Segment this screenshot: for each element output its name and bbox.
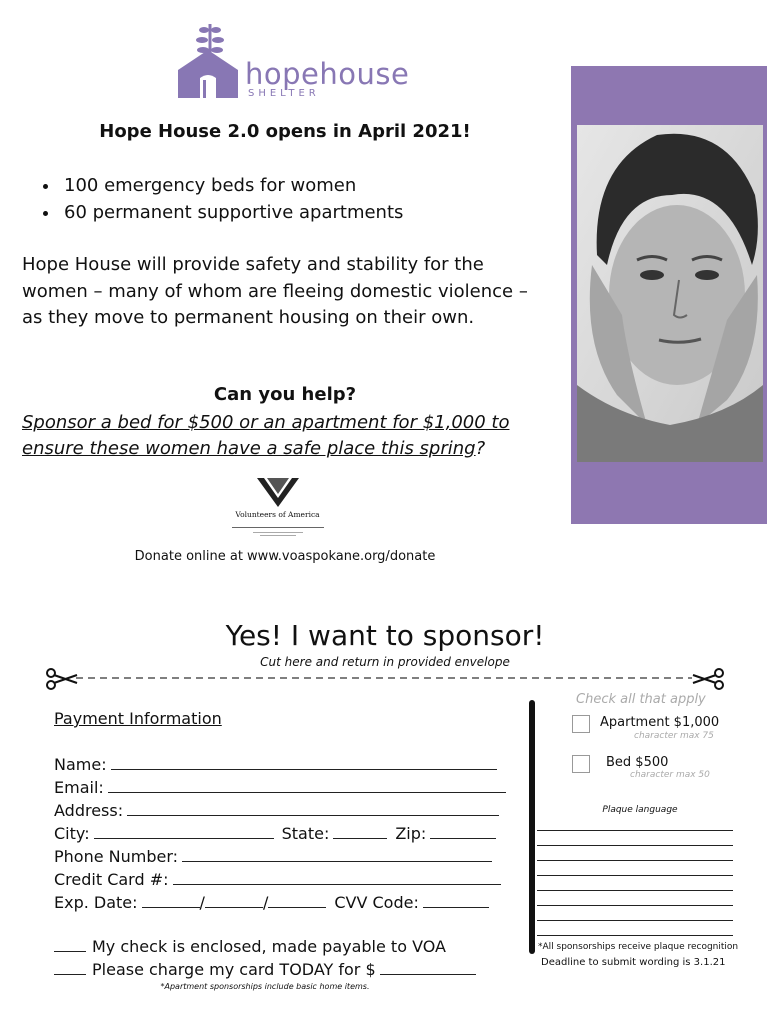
name-blank[interactable] <box>111 755 497 770</box>
bullet-list <box>20 172 580 226</box>
plaque-line[interactable] <box>537 830 733 831</box>
city-blank[interactable] <box>94 824 274 839</box>
name-field[interactable] <box>54 755 497 774</box>
email-label: Email: <box>54 778 104 797</box>
voa-name: Volunteers of America <box>235 510 320 519</box>
bed-char-note: character max 50 <box>630 770 710 780</box>
house-icon <box>175 20 245 102</box>
plaque-line[interactable] <box>537 845 733 846</box>
address-label: Address: <box>54 801 124 820</box>
apartment-footnote: *Apartment sponsorships include basic home items. <box>160 982 370 991</box>
form-divider <box>529 700 535 954</box>
city-state-zip-field[interactable] <box>54 824 496 843</box>
charge-card-option[interactable] <box>54 960 476 979</box>
plaque-line[interactable] <box>537 920 733 921</box>
exp-cvv-field[interactable] <box>54 893 489 912</box>
check-enclosed-label: My check is enclosed, made payable to VOA <box>92 937 446 956</box>
exp-slash: / <box>262 893 269 912</box>
plaque-line[interactable] <box>537 875 733 876</box>
sponsor-question-mark: ? <box>475 438 486 459</box>
check-enclosed-option[interactable] <box>54 937 446 956</box>
email-field[interactable] <box>54 778 506 797</box>
address-blank[interactable] <box>127 801 499 816</box>
exp-year-blank[interactable] <box>268 893 326 908</box>
cut-line <box>40 667 730 691</box>
charge-card-label: Please charge my card TODAY for $ <box>92 960 376 979</box>
apartment-char-note: character max 75 <box>634 731 714 741</box>
name-label: Name: <box>54 755 107 774</box>
scissors-left-icon <box>44 668 78 694</box>
apartment-option-label <box>600 715 719 730</box>
email-blank[interactable] <box>108 778 506 793</box>
cvv-label: CVV Code: <box>334 893 419 912</box>
credit-card-label: Credit Card #: <box>54 870 169 889</box>
form-title: Yes! I want to sponsor! <box>225 619 545 652</box>
cvv-blank[interactable] <box>423 893 489 908</box>
zip-blank[interactable] <box>430 824 496 839</box>
check-enclosed-blank[interactable] <box>54 937 86 952</box>
state-label: State: <box>281 824 330 843</box>
plaque-recognition-note: *All sponsorships receive plaque recognition <box>538 942 739 952</box>
deadline-note: Deadline to submit wording is 3.1.21 <box>541 957 726 968</box>
description-paragraph: Hope House will provide safety and stability for the women – many of whom are fleeing domestic violence – as they move to permanent housing on their own. <box>22 254 528 328</box>
sponsor-text <box>22 410 562 462</box>
ask-heading: Can you help? <box>213 384 357 405</box>
cut-instruction: Cut here and return in provided envelope <box>260 655 510 669</box>
plaque-line[interactable] <box>537 935 733 936</box>
phone-label: Phone Number: <box>54 847 179 866</box>
charge-amount-blank[interactable] <box>380 960 476 975</box>
apartment-option-text: Apartment $1,000 <box>600 715 720 730</box>
woman-portrait-image <box>577 125 763 462</box>
plaque-line[interactable] <box>537 890 733 891</box>
address-field[interactable] <box>54 801 499 820</box>
headline: Hope House 2.0 opens in April 2021! <box>99 121 471 142</box>
sponsor-sentence: Sponsor a bed for $500 or an apartment for $1,000 to ensure these women have a safe place this spring <box>22 412 510 459</box>
logo-wordmark: hopehouse <box>245 57 410 91</box>
zip-label: Zip: <box>395 824 427 843</box>
charge-card-blank[interactable] <box>54 960 86 975</box>
check-all-label: Check all that apply <box>576 692 706 707</box>
bed-option-label <box>606 755 668 770</box>
exp-month-blank[interactable] <box>142 893 200 908</box>
voa-logo <box>215 475 340 545</box>
plaque-line[interactable] <box>537 860 733 861</box>
payment-info-heading: Payment Information <box>54 709 222 728</box>
plaque-line[interactable] <box>537 905 733 906</box>
bullet-item: • 60 permanent supportive apartments <box>60 199 580 226</box>
city-label: City: <box>54 824 90 843</box>
exp-date-label: Exp. Date: <box>54 893 138 912</box>
plaque-language-label: Plaque language <box>602 805 678 815</box>
bed-option-text: Bed $500 <box>606 755 669 770</box>
phone-blank[interactable] <box>182 847 492 862</box>
exp-slash: / <box>199 893 205 912</box>
logo-subtitle: SHELTER <box>248 88 320 99</box>
exp-day-blank[interactable] <box>205 893 263 908</box>
bullet-item: • 100 emergency beds for women <box>60 172 580 199</box>
credit-card-blank[interactable] <box>173 870 501 885</box>
apartment-checkbox[interactable] <box>572 715 590 733</box>
credit-card-field[interactable] <box>54 870 501 889</box>
state-blank[interactable] <box>333 824 387 839</box>
donate-link-text[interactable]: Donate online at www.voaspokane.org/donate <box>134 549 436 564</box>
phone-field[interactable] <box>54 847 492 866</box>
scissors-right-icon <box>692 668 726 694</box>
bed-checkbox[interactable] <box>572 755 590 773</box>
